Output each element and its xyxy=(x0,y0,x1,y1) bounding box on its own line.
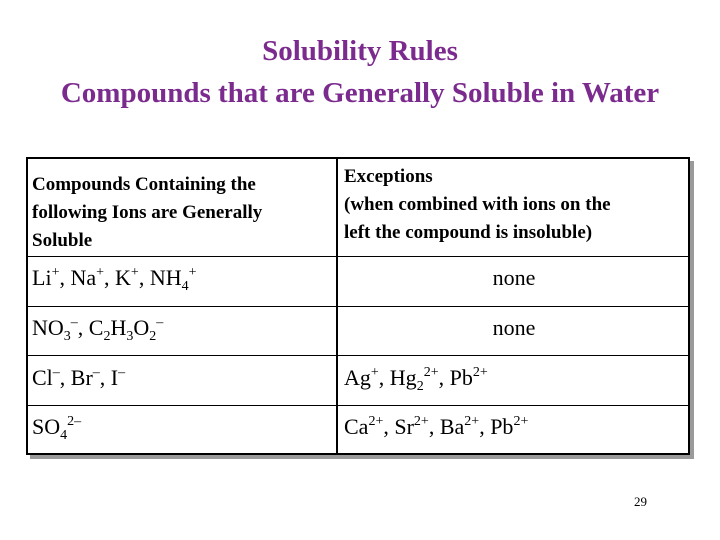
formula-text: Ag xyxy=(344,365,371,390)
header-exceptions-line: Exceptions xyxy=(344,166,433,187)
header-compounds-line: following Ions are Generally xyxy=(32,202,263,223)
ions-cell xyxy=(32,265,197,294)
formula-superscript: + xyxy=(370,365,379,380)
formula-text: , I xyxy=(99,365,119,390)
formula-text: , C xyxy=(77,315,104,340)
formula-text: Ca xyxy=(344,414,369,439)
formula-superscript: – xyxy=(70,315,78,330)
formula-text: , Sr xyxy=(383,414,414,439)
formula-superscript: + xyxy=(96,265,105,280)
formula-superscript: 2+ xyxy=(423,365,439,380)
formula-text: O xyxy=(133,315,150,340)
formula-text: , Ba xyxy=(428,414,465,439)
exceptions-cell: none xyxy=(492,265,536,290)
formula-superscript: + xyxy=(188,265,197,280)
formula-text: , Pb xyxy=(479,414,514,439)
formula-text: SO xyxy=(32,414,61,439)
header-compounds-line: Soluble xyxy=(32,230,93,251)
slide-title: Solubility Rules xyxy=(262,35,458,67)
formula-text: Cl xyxy=(32,365,53,390)
formula-text: , K xyxy=(104,265,131,290)
formula-text: , Na xyxy=(59,265,97,290)
row-divider xyxy=(28,355,688,356)
formula-subscript: 2 xyxy=(416,379,424,394)
formula-superscript: 2+ xyxy=(472,365,488,380)
row-divider xyxy=(28,256,688,257)
formula-subscript: 3 xyxy=(126,329,134,344)
formula-text: NO xyxy=(32,315,64,340)
formula-text: , NH xyxy=(138,265,182,290)
formula-subscript: 4 xyxy=(181,279,189,294)
formula-text: H xyxy=(110,315,127,340)
formula-superscript: 2+ xyxy=(368,414,384,429)
formula-superscript: – xyxy=(92,365,100,380)
formula-superscript: – xyxy=(52,365,60,380)
formula-superscript: + xyxy=(130,265,139,280)
formula-text: , Pb xyxy=(438,365,473,390)
ions-cell xyxy=(32,414,82,443)
exceptions-cell xyxy=(344,365,488,394)
slide-subtitle: Compounds that are Generally Soluble in Water xyxy=(60,77,660,109)
formula-superscript: 2+ xyxy=(513,414,529,429)
formula-superscript: 2– xyxy=(67,414,82,429)
row-divider xyxy=(28,306,688,307)
formula-text: , Br xyxy=(59,365,93,390)
formula-text: Li xyxy=(32,265,52,290)
header-compounds xyxy=(32,171,262,255)
header-exceptions xyxy=(344,163,611,247)
formula-superscript: + xyxy=(51,265,60,280)
header-exceptions-line: (when combined with ions on the xyxy=(344,194,611,215)
formula-superscript: – xyxy=(118,365,126,380)
formula-superscript: 2+ xyxy=(464,414,480,429)
page-number: 29 xyxy=(634,494,647,509)
formula-superscript: 2+ xyxy=(413,414,429,429)
ions-cell xyxy=(32,365,125,391)
header-compounds-line: Compounds Containing the xyxy=(32,174,256,195)
formula-subscript: 2 xyxy=(149,329,157,344)
exceptions-cell: none xyxy=(492,315,536,340)
header-exceptions-line: left the compound is insoluble) xyxy=(344,222,593,243)
formula-subscript: 4 xyxy=(60,428,68,443)
formula-superscript: – xyxy=(156,315,164,330)
solubility-table xyxy=(26,157,690,455)
formula-subscript: 2 xyxy=(103,329,111,344)
formula-subscript: 3 xyxy=(63,329,71,344)
formula-text: , Hg xyxy=(378,365,417,390)
exceptions-cell xyxy=(344,414,528,440)
row-divider xyxy=(28,405,688,406)
ions-cell xyxy=(32,315,164,344)
